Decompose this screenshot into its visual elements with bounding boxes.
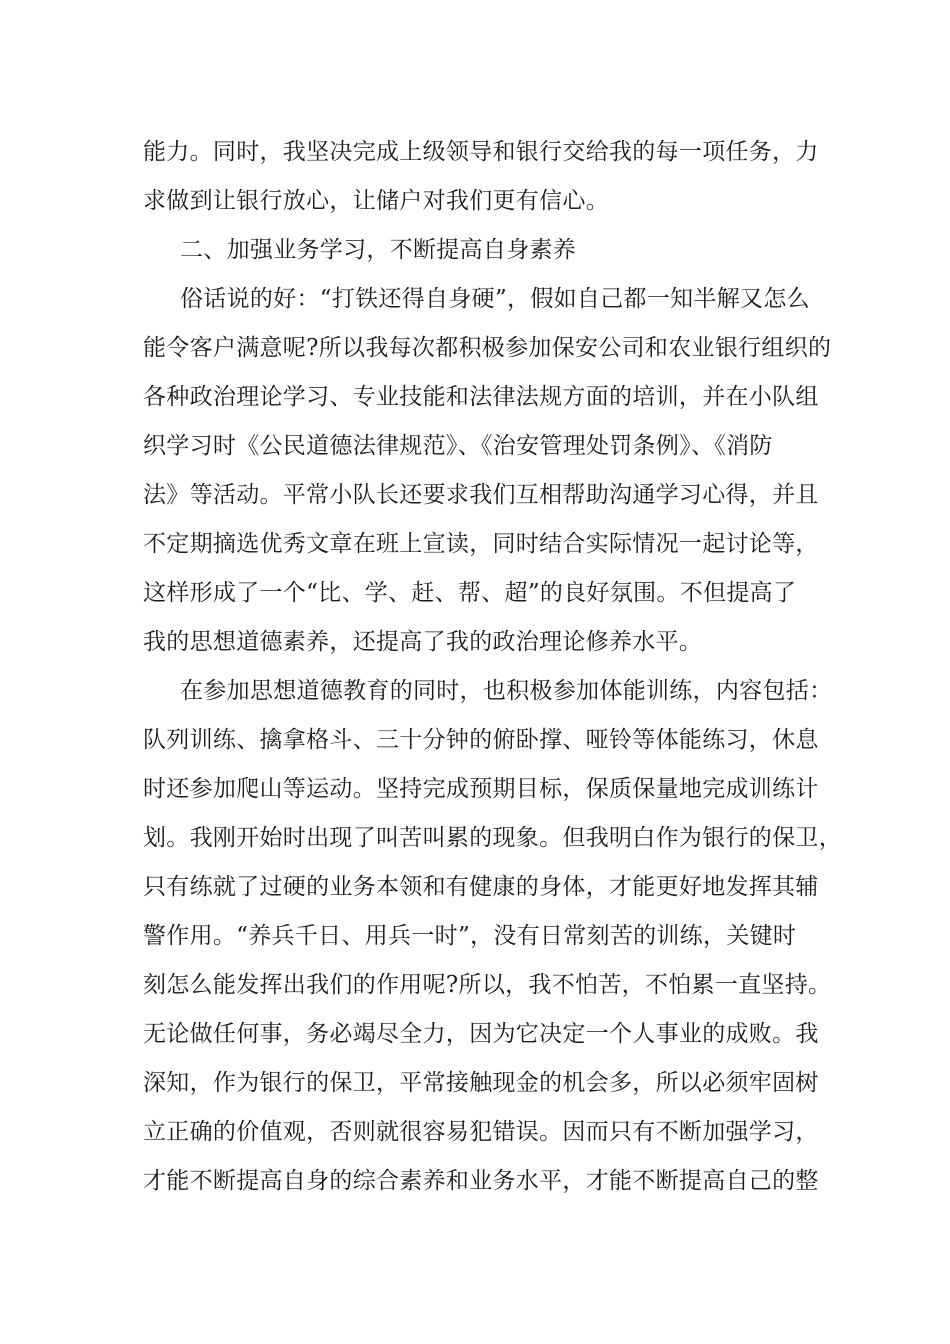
text-line: 才能不断提高自身的综合素养和业务水平，才能不断提高自己的整 <box>143 1168 819 1194</box>
text-line: 求做到让银行放心，让储户对我们更有信心。 <box>143 188 609 214</box>
text-line: 队列训练、擒拿格斗、三十分钟的俯卧撑、哑铃等体能练习，休息 <box>143 727 819 753</box>
text-line: 无论做任何事，务必竭尽全力，因为它决定一个人事业的成败。我 <box>143 1021 819 1047</box>
text-line: 我的思想道德素养，还提高了我的政治理论修养水平。 <box>143 629 703 655</box>
text-line: 织学习时《公民道德法律规范》、《治安管理处罚条例》、《消防 <box>143 433 773 459</box>
text-line: 各种政治理论学习、专业技能和法律法规方面的培训，并在小队组 <box>143 384 819 410</box>
text-line: 能令客户满意呢?所以我每次都积极参加保安公司和农业银行组织的 <box>143 335 832 361</box>
text-line: 法》等活动。平常小队长还要求我们互相帮助沟通学习心得，并且 <box>143 482 819 508</box>
text-line: 深知，作为银行的保卫，平常接触现金的机会多，所以必须牢固树 <box>143 1070 819 1096</box>
text-line: 在参加思想道德教育的同时，也积极参加体能训练，内容包括： <box>180 678 833 704</box>
text-line: 划。我刚开始时出现了叫苦叫累的现象。但我明白作为银行的保卫， <box>143 825 842 851</box>
text-line: 不定期摘选优秀文章在班上宣读，同时结合实际情况一起讨论等， <box>143 531 819 557</box>
text-line: 立正确的价值观，否则就很容易犯错误。因而只有不断加强学习， <box>143 1119 819 1145</box>
text-line: 时还参加爬山等运动。坚持完成预期目标，保质保量地完成训练计 <box>143 776 819 802</box>
text-line: 俗话说的好：“打铁还得自身硬”，假如自己都一知半解又怎么 <box>180 286 810 312</box>
text-line: 这样形成了一个“比、学、赶、帮、超”的良好氛围。不但提高了 <box>143 580 797 606</box>
text-line: 刻怎么能发挥出我们的作用呢?所以，我不怕苦，不怕累一直坚持。 <box>143 972 832 998</box>
text-line: 能力。同时，我坚决完成上级领导和银行交给我的每一项任务，力 <box>143 139 819 165</box>
section-heading: 二、加强业务学习，不断提高自身素养 <box>180 237 577 263</box>
text-line: 警作用。“养兵千日、用兵一时”，没有日常刻苦的训练，关键时 <box>143 923 797 949</box>
text-line: 只有练就了过硬的业务本领和有健康的身体，才能更好地发挥其辅 <box>143 874 819 900</box>
